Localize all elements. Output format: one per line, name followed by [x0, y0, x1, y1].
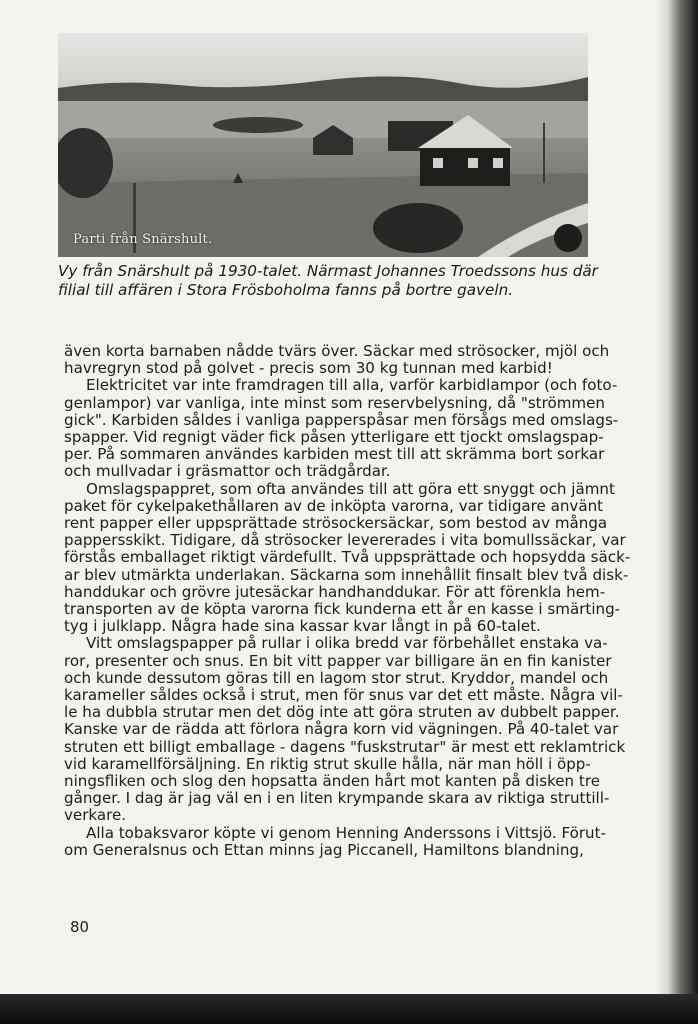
body-line: per. På sommaren användes karbiden mest till att skrämma bort sorkar	[64, 445, 605, 464]
body-line: transporten av de köpta varorna fick kunderna ett år en kasse i smärting-	[64, 600, 621, 619]
body-line: gick". Karbiden såldes i vanliga papperspåsar men försågs med omslags-	[64, 410, 619, 429]
body-line: Kanske var de rädda att förlora några korn vid vägningen. På 40-talet var	[64, 720, 619, 739]
body-line: rent papper eller uppsprättade strösockersäckar, som bestod av många	[64, 514, 608, 533]
caption-line: Vy från Snärshult på 1930-talet. Närmast Johannes Troedssons hus där	[58, 262, 598, 280]
body-line: förstås emballaget riktigt värdefullt. Två uppsprättade och hopsydda säck-	[64, 548, 631, 567]
body-line: le ha dubbla strutar men det dög inte att göra struten av dubbelt papper.	[64, 703, 620, 722]
body-line: paket för cykelpakethållaren av de inköpta varorna, var tidigare använt	[64, 496, 604, 515]
body-line: verkare.	[64, 806, 127, 825]
body-line: gånger. I dag är jag väl en i en liten krympande skara av riktiga struttill-	[64, 789, 610, 808]
page-number: 80	[70, 918, 90, 936]
farm-landscape-image	[58, 33, 588, 257]
body-line: Alla tobaksvaror köpte vi genom Henning Anderssons i Vittsjö. Förut-	[86, 823, 606, 842]
body-line: struten ett billigt emballage - dagens "fuskstrutar" är mest ett reklamtrick	[64, 737, 626, 756]
body-line: genlampor) var vanliga, inte minst som reservbelysning, då "strömmen	[64, 393, 605, 412]
body-line: havregryn stod på golvet - precis som 30 kg tunnan med karbid!	[64, 359, 553, 378]
body-line: handdukar och grövre jutesäckar handhanddukar. För att förenkla hem-	[64, 582, 606, 601]
photo-caption	[58, 262, 603, 300]
historic-photo	[58, 33, 588, 257]
page-bottom-edge	[0, 994, 698, 1024]
body-line: spapper. Vid regnigt väder fick påsen ytterligare ett tjockt omslagspap-	[64, 428, 604, 447]
body-text	[64, 342, 631, 859]
body-line: Vitt omslagspapper på rullar i olika bredd var förbehållet enstaka va-	[86, 634, 608, 653]
body-line: tyg i julklapp. Några hade sina kassar kvar långt in på 60-talet.	[64, 617, 541, 636]
body-line: karameller såldes också i strut, men för snus var det ett måste. Några vil-	[64, 686, 623, 705]
book-gutter	[655, 0, 698, 1024]
body-line: ror, presenter och snus. En bit vitt papper var billigare än en fin kanister	[64, 651, 612, 670]
body-line: ningsfliken och slog den hopsatta änden hårt mot kanten på disken tre	[64, 772, 600, 791]
body-line: vid karamellförsäljning. En riktig strut skulle hålla, när man höll i öpp-	[64, 754, 591, 773]
caption-line: filial till affären i Stora Frösboholma fanns på bortre gaveln.	[58, 281, 514, 299]
photo-overlay-text: Parti från Snärshult.	[73, 232, 213, 247]
body-line: och kunde dessutom göras till en lagom stor strut. Kryddor, mandel och	[64, 668, 609, 687]
body-line: Omslagspappret, som ofta användes till att göra ett snyggt och jämnt	[86, 479, 615, 498]
stamp-logo	[554, 224, 582, 252]
body-line: även korta barnaben nådde tvärs över. Säckar med strösocker, mjöl och	[64, 342, 610, 360]
body-line: pappersskikt. Tidigare, då strösocker levererades i vita bomullssäckar, var	[64, 531, 626, 550]
body-line: ar blev utmärkta underlakan. Säckarna som innehållit finsalt blev två disk-	[64, 565, 629, 584]
body-line: och mullvadar i gräsmattor och trädgårdar.	[64, 462, 391, 481]
body-line: Elektricitet var inte framdragen till alla, varför karbidlampor (och foto-	[86, 376, 618, 395]
body-line: om Generalsnus och Ettan minns jag Piccanell, Hamiltons blandning,	[64, 840, 584, 859]
